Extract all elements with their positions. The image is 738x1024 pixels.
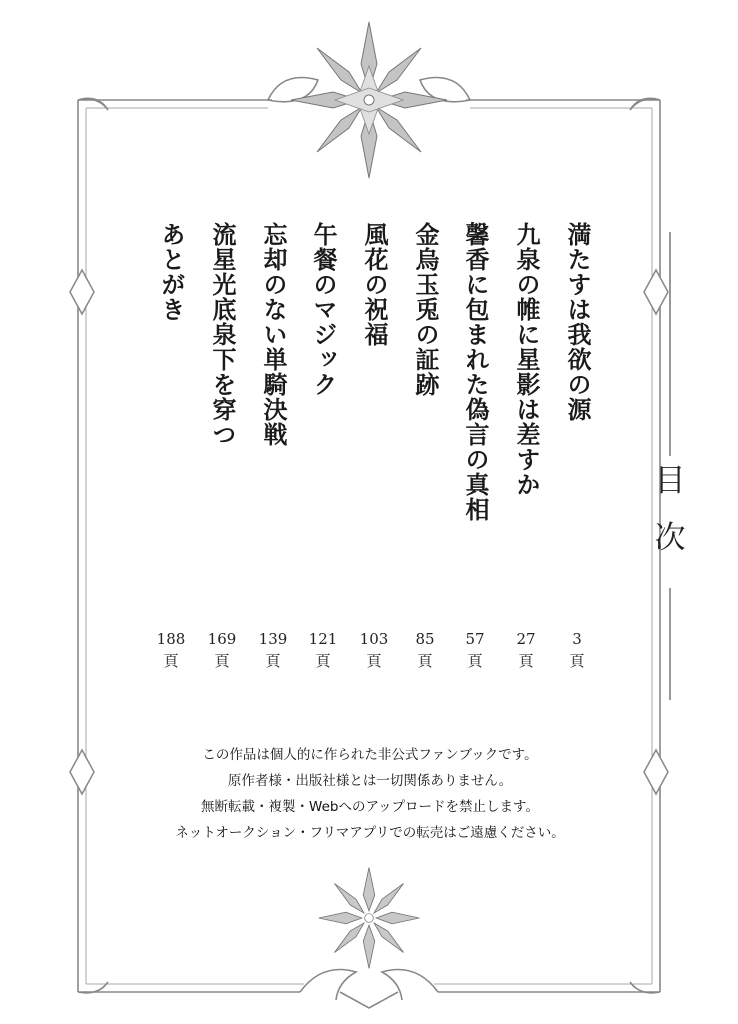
page-number: 188 <box>156 630 186 648</box>
page-number: 169 <box>207 630 237 648</box>
page-unit: 頁 <box>569 652 585 670</box>
page-unit: 頁 <box>366 652 382 670</box>
toc-entry-title: あとがき <box>157 222 186 322</box>
toc-entry[interactable] <box>303 222 343 670</box>
page-number: 3 <box>572 630 582 648</box>
toc-entry-title: 忘却のない単騎決戦 <box>259 222 288 447</box>
toc-entry[interactable] <box>557 222 597 670</box>
page-unit: 頁 <box>163 652 179 670</box>
toc-entry-title: 流星光底泉下を穿つ <box>208 222 237 447</box>
toc-entry-page <box>202 628 242 672</box>
toc-entry-page <box>354 628 394 672</box>
toc-entry-page <box>405 628 445 672</box>
disclaimer <box>150 742 590 846</box>
page-unit: 頁 <box>467 652 483 670</box>
page-number: 57 <box>465 630 485 648</box>
page-number: 103 <box>359 630 389 648</box>
disclaimer-line: 原作者様・出版社様とは一切関係ありません。 <box>227 773 513 789</box>
page-unit: 頁 <box>315 652 331 670</box>
toc-entry[interactable] <box>405 222 445 670</box>
disclaimer-line: 無断転載・複製・Webへのアップロードを禁止します。 <box>201 799 539 815</box>
page-number: 121 <box>308 630 338 648</box>
disclaimer-line: この作品は個人的に作られた非公式ファンブックです。 <box>202 747 538 763</box>
snowflake-top <box>291 22 447 178</box>
page-title-char-1: 目 <box>654 463 686 499</box>
toc-entry[interactable] <box>253 222 293 670</box>
toc-entry[interactable] <box>455 222 495 670</box>
page-unit: 頁 <box>518 652 534 670</box>
toc-entry-page <box>455 628 495 672</box>
toc-entry-title: 九泉の帷に星影は差すか <box>512 222 541 497</box>
toc-entry-page <box>151 628 191 672</box>
page-unit: 頁 <box>265 652 281 670</box>
toc-entry[interactable] <box>202 222 242 670</box>
toc-entry-title: 馨香に包まれた偽言の真相 <box>461 222 490 522</box>
toc-entry-title: 満たすは我欲の源 <box>563 222 592 422</box>
page-number: 85 <box>415 630 435 648</box>
page-unit: 頁 <box>417 652 433 670</box>
snowflake-bottom <box>319 868 420 969</box>
toc-entry-title: 午餐のマジック <box>309 222 338 397</box>
toc-entry-page <box>253 628 293 672</box>
toc-entry-page <box>506 628 546 672</box>
page-title <box>648 463 692 556</box>
page-title-char-2: 次 <box>654 520 686 556</box>
page-number: 27 <box>516 630 536 648</box>
toc-entry[interactable] <box>506 222 546 670</box>
disclaimer-line: ネットオークション・フリマアプリでの転売はご遠慮ください。 <box>175 825 565 841</box>
toc-entry-page <box>557 628 597 672</box>
toc-entry-title: 風花の祝福 <box>360 222 389 347</box>
page-unit: 頁 <box>214 652 230 670</box>
toc-entry[interactable] <box>354 222 394 670</box>
toc-entry-page <box>303 628 343 672</box>
toc-entry[interactable] <box>151 222 191 670</box>
toc-entry-title: 金烏玉兎の証跡 <box>411 222 440 397</box>
page-number: 139 <box>258 630 288 648</box>
